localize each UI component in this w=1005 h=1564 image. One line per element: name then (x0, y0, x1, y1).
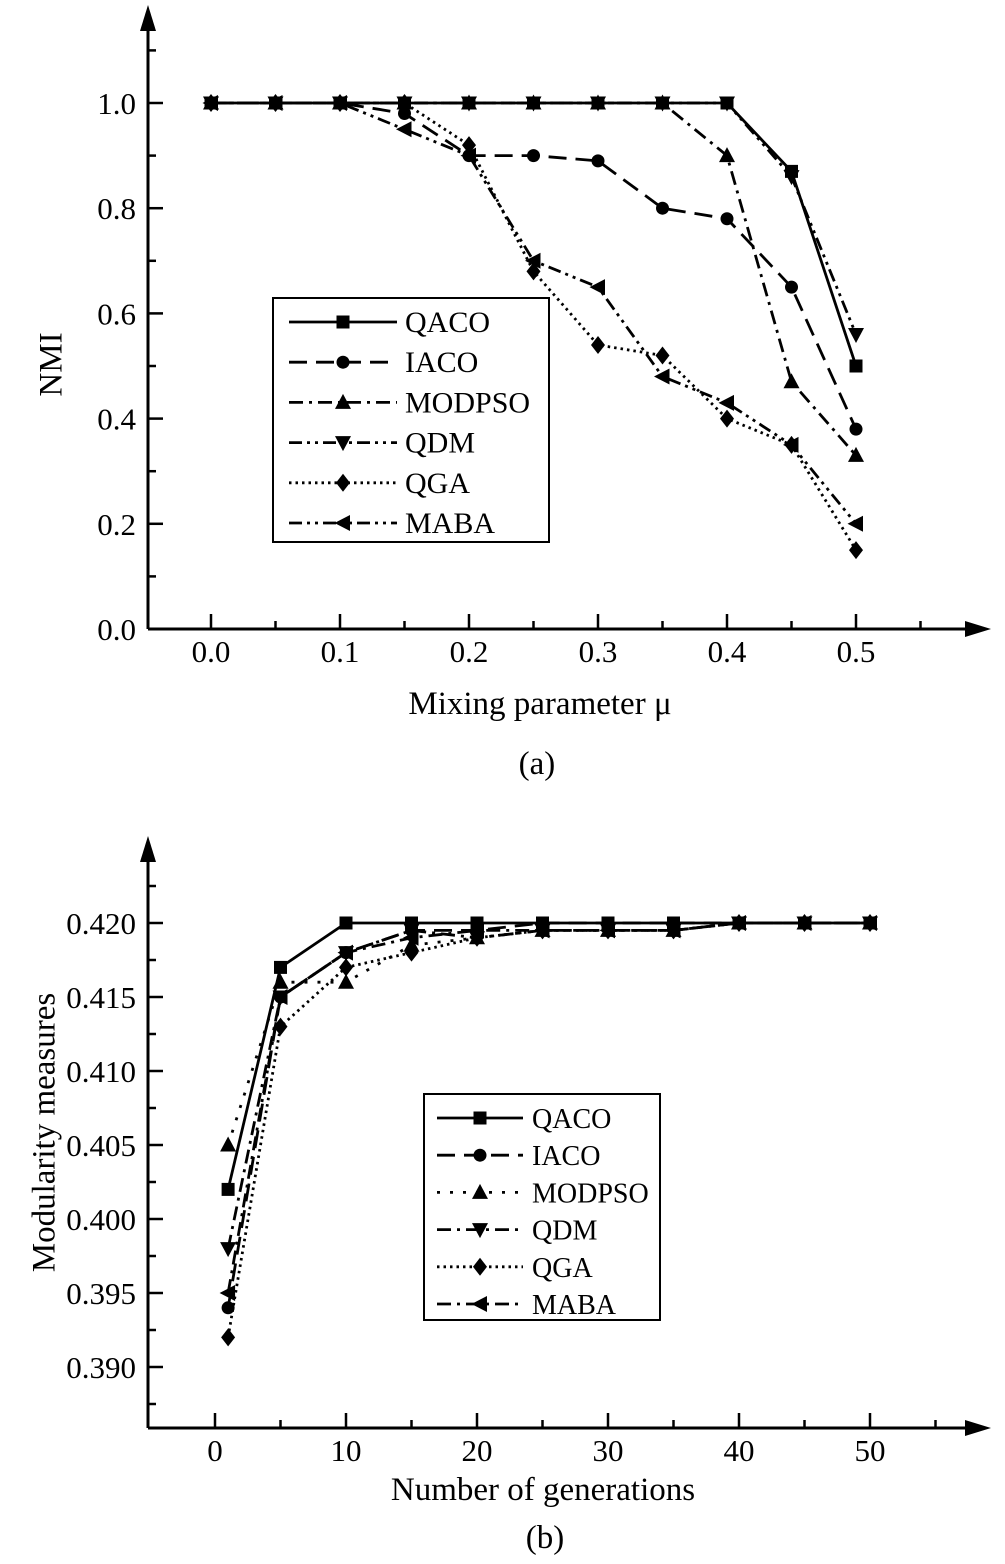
marker-circle (656, 202, 669, 215)
legend-label: QACO (532, 1104, 612, 1135)
y-tick-label: 0.8 (97, 191, 136, 227)
marker-square (474, 1112, 487, 1125)
y-tick-label: 0.395 (66, 1276, 136, 1311)
caption-a: (a) (518, 746, 556, 782)
x-tick-label: 50 (854, 1433, 886, 1468)
legend-label: MODPSO (532, 1178, 649, 1210)
x-tick-label: 0.2 (449, 634, 489, 669)
x-tick-label: 10 (330, 1433, 362, 1468)
x-tick-label: 0 (207, 1433, 223, 1468)
marker-square (340, 917, 353, 930)
marker-diamond (656, 346, 670, 364)
marker-circle (592, 154, 605, 167)
marker-triangle-up (273, 974, 289, 989)
y-tick-label: 0.2 (97, 506, 136, 542)
x-axis-arrow (965, 621, 991, 637)
marker-circle (785, 281, 798, 294)
legend-label: QGA (405, 466, 470, 500)
x-tick-label: 0.4 (707, 634, 747, 669)
chart-a-axes (140, 5, 991, 637)
y-tick-label: 1.0 (97, 86, 136, 121)
marker-triangle-up (784, 373, 800, 388)
marker-diamond (339, 958, 353, 976)
marker-circle (527, 149, 540, 162)
marker-diamond (849, 541, 863, 559)
legend-label: IACO (532, 1141, 601, 1173)
y-tick-label: 0.410 (66, 1054, 136, 1089)
y-axis-label-chart-b: Modularity measures (26, 992, 63, 1273)
marker-triangle-left (590, 279, 606, 295)
x-tick-label: 0.5 (836, 634, 876, 669)
y-tick-label: 0.400 (66, 1202, 136, 1237)
chart-b (66, 836, 991, 1468)
marker-circle (337, 356, 350, 369)
marker-square (274, 961, 287, 974)
y-tick-label: 0.420 (66, 906, 136, 941)
legend-label: QGA (532, 1252, 593, 1284)
y-tick-label: 0.4 (97, 401, 136, 437)
y-tick-label: 0.6 (97, 296, 136, 332)
x-tick-label: 0.0 (191, 634, 231, 669)
marker-circle (474, 1149, 487, 1162)
legend-label: MABA (405, 507, 496, 540)
y-tick-label: 0.390 (66, 1350, 136, 1385)
chart-a (97, 5, 991, 669)
marker-square (337, 316, 350, 329)
marker-triangle-left (220, 1285, 236, 1301)
marker-triangle-up (848, 447, 864, 462)
y-axis-arrow (140, 836, 156, 862)
x-tick-label: 30 (592, 1433, 624, 1468)
marker-triangle-left (396, 121, 412, 137)
marker-square (850, 360, 863, 373)
x-tick-label: 0.1 (320, 634, 360, 669)
legend-label: MODPSO (405, 386, 531, 420)
legend-label: MABA (532, 1290, 617, 1321)
y-tick-label: 0.405 (66, 1128, 136, 1163)
x-tick-label: 20 (461, 1433, 493, 1468)
marker-triangle-down (848, 328, 864, 343)
y-axis-label-chart-a: NMI (33, 332, 70, 397)
marker-diamond (221, 1328, 235, 1346)
x-tick-label: 0.3 (578, 634, 618, 669)
legend-label: QACO (405, 306, 491, 339)
marker-triangle-left (848, 516, 864, 532)
x-axis-label-chart-b: Number of generations (390, 1472, 696, 1508)
marker-square (222, 1183, 235, 1196)
legend-label: IACO (405, 346, 479, 380)
marker-triangle-left (654, 369, 670, 385)
caption-b: (b) (525, 1520, 565, 1556)
x-axis-label-chart-a: Mixing parameter μ (408, 686, 672, 722)
legend-label: QDM (532, 1215, 598, 1247)
marker-triangle-up (220, 1137, 236, 1152)
y-tick-label: 0.415 (66, 980, 136, 1015)
y-tick-label: 0.0 (97, 612, 136, 647)
x-tick-label: 40 (723, 1433, 755, 1468)
x-axis-arrow (965, 1420, 991, 1436)
marker-triangle-left (719, 395, 735, 411)
marker-circle (721, 212, 734, 225)
y-axis-arrow (140, 5, 156, 31)
marker-circle (850, 423, 863, 436)
chart-a-legend (273, 298, 549, 542)
legend-label: QDM (405, 426, 476, 460)
chart-b-legend (424, 1094, 660, 1321)
